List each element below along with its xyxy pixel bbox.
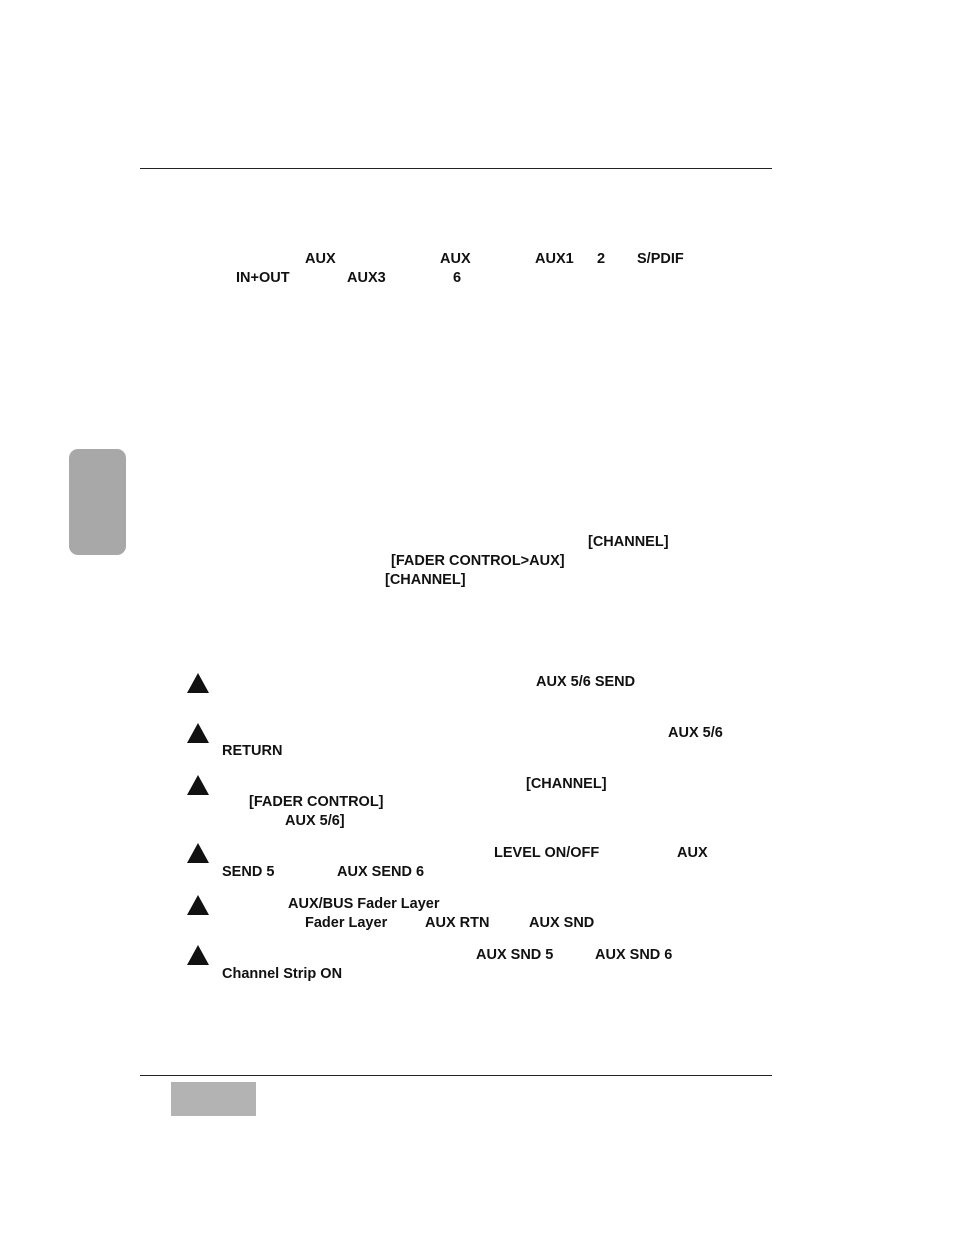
triangle-bullet-icon [187,673,209,693]
header-rule [140,168,772,169]
triangle-bullet-icon [187,945,209,965]
intro-label: AUX [305,251,336,267]
triangle-bullet-icon [187,775,209,795]
chapter-side-tab [69,449,126,555]
note-label: AUX RTN [425,915,490,931]
note-label: AUX SND 6 [595,947,673,963]
page-number-box [171,1082,256,1116]
note-label: SEND 5 [222,864,275,880]
intro-label: AUX [440,251,471,267]
note-label: AUX SEND 6 [337,864,425,880]
channel-key-label: [CHANNEL] [385,572,466,588]
triangle-bullet-icon [187,723,209,743]
intro-label: 6 [453,270,462,286]
note-label: LEVEL ON/OFF [494,845,600,861]
triangle-bullet-icon [187,895,209,915]
note-label: AUX/BUS Fader Layer [288,896,440,912]
intro-label: AUX3 [347,270,386,286]
note-label: AUX SND [529,915,595,931]
note-label: Fader Layer [305,915,388,931]
note-label: AUX 5/6 [668,725,723,741]
intro-label: 2 [597,251,606,267]
footer-rule [140,1075,772,1076]
note-label: Channel Strip ON [222,966,343,982]
fader-control-aux-label: [FADER CONTROL>AUX] [391,553,565,569]
note-label: [FADER CONTROL] [249,794,384,810]
note-label: AUX SND 5 [476,947,554,963]
triangle-bullet-icon [187,843,209,863]
intro-label: IN+OUT [236,270,290,286]
note-label: AUX 5/6 SEND [536,674,636,690]
note-label: RETURN [222,743,283,759]
intro-label: AUX1 [535,251,574,267]
note-label: AUX [677,845,708,861]
note-label: AUX 5/6] [285,813,345,829]
channel-key-label: [CHANNEL] [588,534,669,550]
intro-label: S/PDIF [637,251,684,267]
note-label: [CHANNEL] [526,776,607,792]
